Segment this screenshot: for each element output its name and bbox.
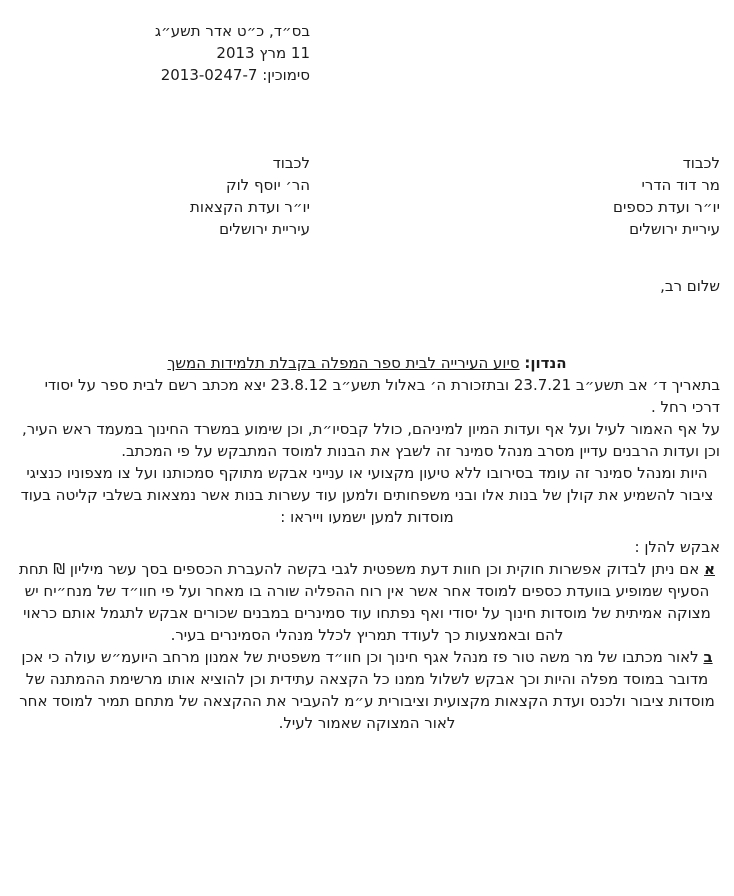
item-text-b: לאור מכתבו של מר משה טור פז מנהל אגף חינוך וכן חוו״ד משפטית של אמנון מרחב היועמ״ש עולה כי אכן מדובר במוסד מפלה והיות וכך אבקש לשלול ממנו כל הקצאה עתידית וכן להוציא אותו מרשימת ההמתנה של מוסדות ציבור ולכנס ועדת הקצאות מקצועית וציבורית ע״מ להעביר את ההקצאה של מתחם תמיר למוסד אחר לאור המצוקה שאמור לעיל.	[19, 648, 715, 732]
item-letter-a: א	[704, 560, 715, 578]
recipient-role: יו״ר ועדת הקצאות	[190, 198, 310, 216]
recipients	[14, 152, 720, 240]
item-text-a: אם ניתן לבדוק אפשרות חוקית וכן חוות דעת משפטית לגבי בקשה להעברת הכספים בסך עשר מיליון ₪ תחת הסעיף שמופיע בוועדת כספים למוסד אחר אשר אין רוח ההפליה שורה בו מאחר ועל פי חוו״ד של מנח״יח יש מצוקה אמיתית של מוסדות חינוך על יסודי ואף נפתחו עוד סמינרים במבנים שכורים אבקש לתגמל אותם כראוי להם ובאמצעות כך לעודד תמריץ לכלל מנהלי הסמינרים בעיר.	[19, 560, 711, 644]
recipient-salutation: לכבוד	[272, 154, 310, 172]
recipient-organization: עיריית ירושלים	[219, 220, 310, 238]
body-paragraph-2: על אף האמור לעיל ועל אף ועדות המיון למיניהם, כולל קבסיו״ת, וכן שימוע במשרד החינוך במעמד ראש העיר, וכן ועדות הרבנים עדיין מסרב מנהל סמינר זה לשבץ את הבנות למוסד המתבקש על פי המכתב.	[21, 420, 720, 460]
body-paragraph-1: בתאריך ד׳ אב תשע״ב 23.7.21 ובתזכורת ה׳ באלול תשע״ב 23.8.12 יצא מכתב רשם לבית ספר על יסודי דרכי רחל .	[44, 376, 720, 416]
reference-number: סימוכין: 2013-0247-7	[160, 66, 310, 84]
letterhead	[14, 20, 310, 86]
request-item-b	[14, 646, 720, 734]
recipient-organization: עיריית ירושלים	[629, 220, 720, 238]
recipient-name: מר דוד הדרי	[641, 176, 720, 194]
request-intro: אבקש להלן :	[634, 538, 720, 556]
recipient-name: הר׳ יוסף לוק	[225, 176, 310, 194]
subject-line	[14, 352, 720, 374]
recipient-allocations-committee-chair	[190, 152, 310, 240]
subject-label: הנדון:	[524, 354, 567, 372]
body-paragraph-3: היות ומנהל סמינר זה עומד בסירובו ללא טיעון מקצועי או ענייני אבקש מתוקף סמכותנו ועל צו מצפוניו כנציגי ציבור להשמיע את קולן של בנות אלו ובני משפחותים ולמען עוד עשרות בנות אשר נמצאות בשלבי קליטה בעוד מוסדות למען ישמעו וייראו :	[20, 464, 714, 526]
recipient-salutation: לכבוד	[682, 154, 720, 172]
gregorian-date: 11 מרץ 2013	[216, 44, 310, 62]
recipient-role: יו״ר ועדת כספים	[613, 198, 720, 216]
subject-text: סיוע העירייה לבית ספר המפלה בקבלת תלמידות המשך	[167, 354, 520, 372]
hebrew-date: בס״ד, כ״ט אדר תשע״ג	[154, 22, 310, 40]
greeting: שלום רב,	[660, 277, 720, 295]
request-item-a	[14, 558, 720, 646]
item-letter-b: ב	[703, 648, 713, 666]
recipient-finance-committee-chair	[14, 152, 720, 240]
